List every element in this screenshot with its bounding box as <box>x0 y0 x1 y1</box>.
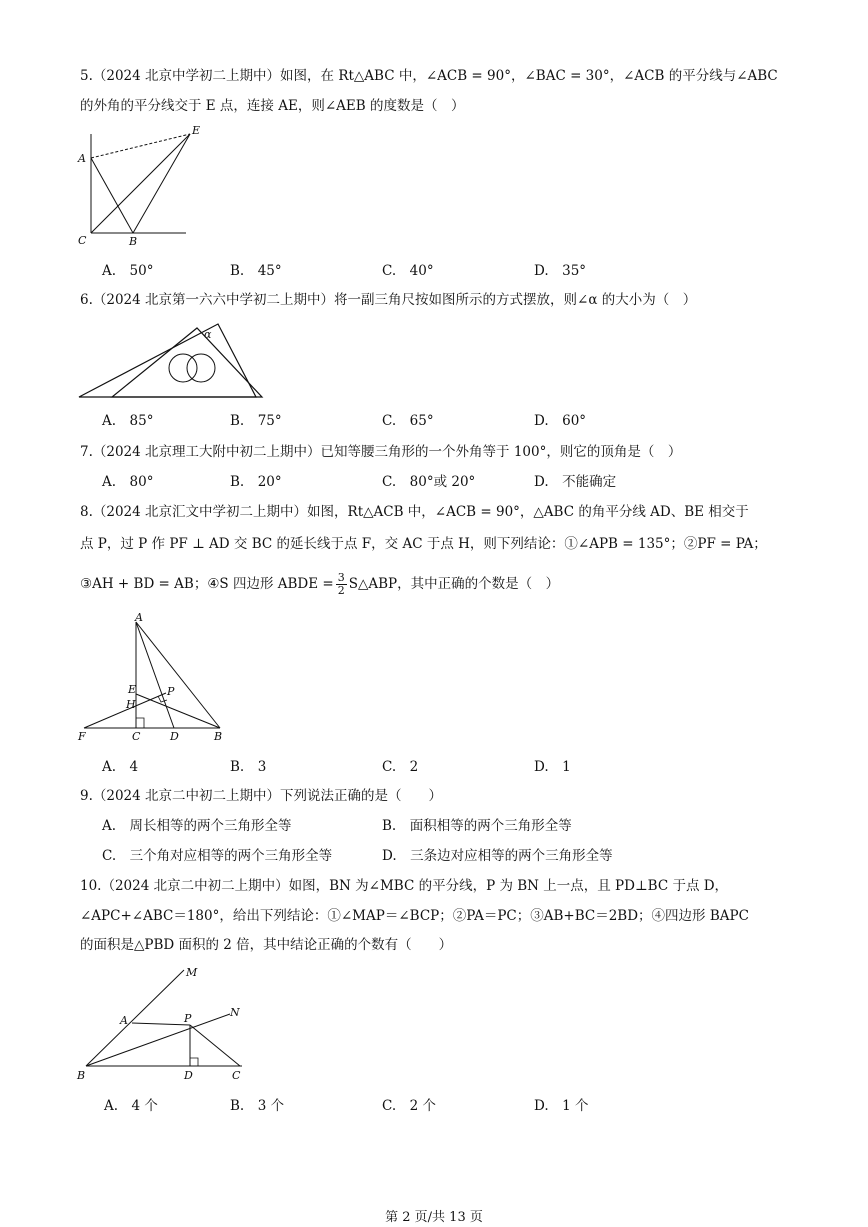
q8-label-f: F <box>78 730 86 743</box>
q5-stem-line-2: 的外角的平分线交于 E 点，连接 AE，则∠AEB 的度数是（ ） <box>80 98 465 114</box>
q8-fraction <box>336 572 347 597</box>
q8-fraction-num: 3 <box>337 571 345 584</box>
q8-label-d: D <box>170 730 179 743</box>
q10-stem-line-2: ∠APC+∠ABC＝180°，给出下列结论：①∠MAP＝∠BCP；②PA＝PC；③AB+BC＝2BD；④四边形 BAPC <box>80 908 749 924</box>
q9-option-d: D. 三条边对应相等的两个三角形全等 <box>382 848 613 864</box>
q8-label-c: C <box>132 730 141 743</box>
q8-stem-line-3b: S△ABP，其中正确的个数是（ ） <box>348 576 560 592</box>
q10-label-c: C <box>232 1069 241 1082</box>
q5-option-c: C. 40° <box>382 263 434 279</box>
q9-option-a: A. 周长相等的两个三角形全等 <box>102 818 292 834</box>
q5-stem-line-1: 5.（2024 北京中学初二上期中）如图，在 Rt△ABC 中，∠ACB = 90°，∠BAC = 30°，∠ACB 的平分线与∠ABC <box>80 68 778 84</box>
q7-option-c: C. 80°或 20° <box>382 474 476 490</box>
q6-option-c: C. 65° <box>382 413 434 429</box>
q10-option-d: D. 1 个 <box>534 1098 589 1114</box>
q7-stem-line-1: 7.（2024 北京理工大附中初二上期中）已知等腰三角形的一个外角等于 100°，则它的顶角是（ ） <box>80 444 682 460</box>
q8-label-h: H <box>126 698 136 711</box>
q8-option-a: A. 4 <box>102 759 139 775</box>
q10-label-d: D <box>184 1069 193 1082</box>
q10-figure <box>74 962 252 1090</box>
q8-label-b: B <box>214 730 223 743</box>
q6-option-b: B. 75° <box>230 413 282 429</box>
q6-option-d: D. 60° <box>534 413 587 429</box>
q7-option-b: B. 20° <box>230 474 282 490</box>
q5-option-d: D. 35° <box>534 263 587 279</box>
q8-option-b: B. 3 <box>230 759 267 775</box>
q5-option-b: B. 45° <box>230 263 282 279</box>
q8-stem-line-3 <box>80 572 559 597</box>
q6-option-a: A. 85° <box>102 413 154 429</box>
q10-label-m: M <box>186 966 198 979</box>
q5-label-b: B <box>129 235 138 248</box>
q8-stem-line-2: 点 P，过 P 作 PF ⊥ AD 交 BC 的延长线于点 F，交 AC 于点 H，则下列结论：①∠APB = 135°；②PF = PA； <box>80 536 767 552</box>
q9-option-b: B. 面积相等的两个三角形全等 <box>382 818 572 834</box>
q10-label-n: N <box>230 1006 240 1019</box>
q9-option-c: C. 三个角对应相等的两个三角形全等 <box>102 848 333 864</box>
q8-label-p: P <box>167 685 175 698</box>
q9-stem-line-1: 9.（2024 北京二中初二上期中）下列说法正确的是（ ） <box>80 788 443 804</box>
q7-option-d: D. 不能确定 <box>534 474 617 490</box>
q8-option-d: D. 1 <box>534 759 571 775</box>
q10-option-b: B. 3 个 <box>230 1098 285 1114</box>
q7-option-a: A. 80° <box>102 474 154 490</box>
q10-label-b: B <box>77 1069 86 1082</box>
q8-label-a: A <box>135 611 143 624</box>
q8-stem-line-1: 8.（2024 北京汇文中学初二上期中）如图，Rt△ACB 中，∠ACB = 90°，△ABC 的角平分线 AD、BE 相交于 <box>80 504 749 520</box>
q8-stem-line-3a: ③AH + BD = AB；④S 四边形 ABDE = <box>80 576 334 592</box>
q10-option-c: C. 2 个 <box>382 1098 437 1114</box>
q5-figure <box>76 124 201 254</box>
page-number-footer: 第 2 页/共 13 页 <box>385 1210 483 1225</box>
q10-label-a: A <box>120 1014 128 1027</box>
q8-fraction-den: 2 <box>337 584 345 597</box>
q10-label-p: P <box>184 1012 192 1025</box>
q6-stem-line-1: 6.（2024 北京第一六六中学初二上期中）将一副三角尺按如图所示的方式摆放，则∠α 的大小为（ ） <box>80 292 697 308</box>
q5-label-c: C <box>78 234 87 247</box>
q5-label-e: E <box>192 124 201 137</box>
q5-label-a: A <box>78 152 86 165</box>
q6-label-alpha: α <box>204 328 212 341</box>
q10-stem-line-3: 的面积是△PBD 面积的 2 倍，其中结论正确的个数有（ ） <box>80 937 453 953</box>
q6-figure <box>76 316 262 406</box>
q5-option-a: A. 50° <box>102 263 154 279</box>
q8-label-e: E <box>128 683 137 696</box>
q8-figure <box>76 612 226 748</box>
q8-option-c: C. 2 <box>382 759 419 775</box>
q10-option-a: A. 4 个 <box>104 1098 158 1114</box>
q10-stem-line-1: 10.（2024 北京二中初二上期中）如图，BN 为∠MBC 的平分线，P 为 BN 上一点，且 PD⊥BC 于点 D， <box>80 878 729 894</box>
